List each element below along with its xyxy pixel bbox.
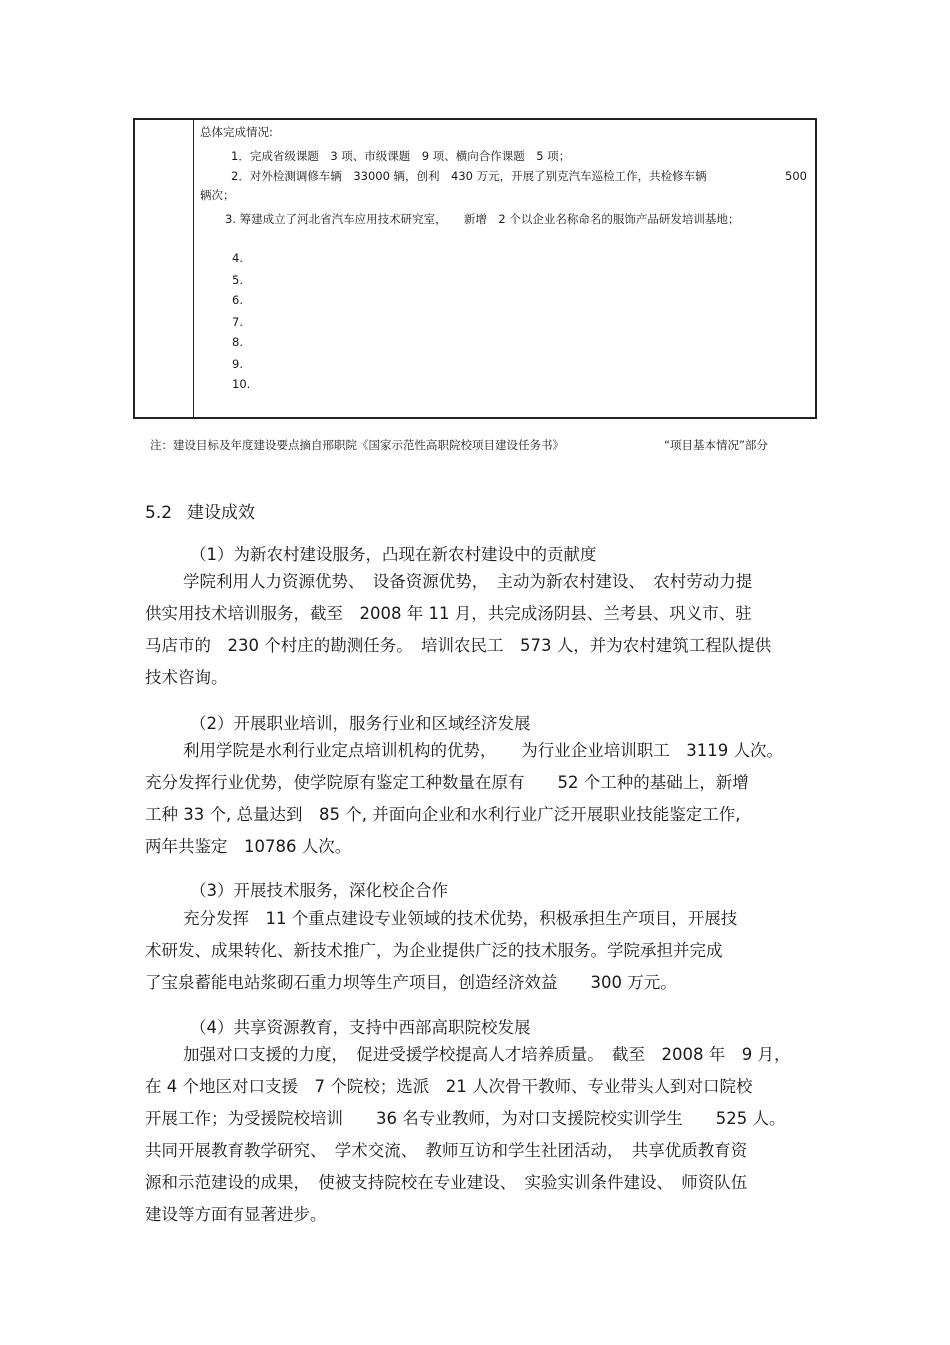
paragraph-line: 术研发、成果转化、新技术推广，为企业提供广泛的技术服务。学院承担并完成 <box>145 941 723 960</box>
table-blank-item: 10. <box>232 377 251 391</box>
table-column-divider <box>193 120 194 417</box>
paragraph-line: 充分发挥 11 个重点建设专业领域的技术优势，积极承担生产项目，开展技 <box>183 909 738 928</box>
section-number: 5.2 <box>145 503 173 523</box>
section-title-text: 建设成效 <box>187 503 255 523</box>
paragraph-line: 工种 33 个, 总量达到 85 个, 并面向企业和水利行业广泛开展职业技能鉴定工作, <box>145 805 741 824</box>
subsection-heading: （3）开展技术服务，深化校企合作 <box>190 881 448 900</box>
paragraph <box>145 735 783 863</box>
table-note-source: “项目基本情况”部分 <box>664 438 768 452</box>
paragraph-line: 建设等方面有显著进步。 <box>145 1205 327 1224</box>
paragraph <box>145 566 771 694</box>
paragraph <box>145 903 737 999</box>
table-blank-item: 9. <box>232 357 243 371</box>
paragraph <box>145 1039 790 1231</box>
table-item-3: 3. 筹建成立了河北省汽车应用技术研究室， 新增 2 个以企业名称命名的服饰产品研发培训基地； <box>225 212 740 226</box>
paragraph-line: 马店市的 230 个村庄的勘测任务。 培训农民工 573 人，并为农村建筑工程队提供 <box>145 636 772 655</box>
paragraph-line: 共同开展教育教学研究、 学术交流、 教师互访和学生社团活动， 共享优质教育资 <box>145 1141 748 1160</box>
table-blank-item: 6. <box>232 293 243 307</box>
paragraph-line: 充分发挥行业优势，使学院原有鉴定工种数量在原有 52 个工种的基础上，新增 <box>145 773 749 792</box>
paragraph-line: 供实用技术培训服务，截至 2008 年 11 月，共完成汤阴县、兰考县、巩义市、驻 <box>145 604 752 623</box>
paragraph-line: 开展工作；为受援院校培训 36 名专业教师，为对口支援院校实训学生 525 人。 <box>145 1109 786 1128</box>
table-heading: 总体完成情况: <box>200 125 273 139</box>
section-title <box>145 498 255 523</box>
table-blank-item: 7. <box>232 315 243 329</box>
table-blank-item: 5. <box>232 273 243 287</box>
table-item-2-unit: 辆次； <box>200 188 235 202</box>
table-blank-item: 8. <box>232 335 243 349</box>
paragraph-line: 源和示范建设的成果， 使被支持院校在专业建设、 实验实训条件建设、 师资队伍 <box>145 1173 748 1192</box>
paragraph-line: 技术咨询。 <box>145 668 228 687</box>
subsection-heading: （4）共享资源教育，支持中西部高职院校发展 <box>190 1018 531 1037</box>
paragraph-line: 两年共鉴定 10786 人次。 <box>145 837 352 856</box>
paragraph-line: 在 4 个地区对口支援 7 个院校；选派 21 人次骨干教师、专业带头人到对口院校 <box>145 1077 753 1096</box>
subsection-heading: （2）开展职业培训，服务行业和区域经济发展 <box>190 714 531 733</box>
paragraph-line: 了宝泉蓄能电站浆砌石重力坝等生产项目，创造经济效益 300 万元。 <box>145 973 677 992</box>
table-item-1: 1．完成省级课题 3 项、市级课题 9 项、横向合作课题 5 项； <box>231 149 571 163</box>
table-item-2: 2．对外检测调修车辆 33000 辆，创利 430 万元，开展了别克汽车巡检工作，共检修车辆 <box>231 169 707 183</box>
table-blank-item: 4. <box>232 251 243 265</box>
paragraph-line: 学院利用人力资源优势、 设备资源优势， 主动为新农村建设、 农村劳动力提 <box>183 572 753 591</box>
paragraph-line: 加强对口支援的力度， 促进受援学校提高人才培养质量。 截至 2008 年 9 月， <box>183 1045 791 1064</box>
paragraph-line: 利用学院是水利行业定点培训机构的优势， 为行业企业培训职工 3119 人次。 <box>183 741 783 760</box>
subsection-heading: （1）为新农村建设服务，凸现在新农村建设中的贡献度 <box>190 545 597 564</box>
table-item-2-count: 500 <box>785 169 807 183</box>
table-note: 注：建设目标及年度建设要点摘自邢职院《国家示范性高职院校项目建设任务书》 <box>150 438 564 452</box>
